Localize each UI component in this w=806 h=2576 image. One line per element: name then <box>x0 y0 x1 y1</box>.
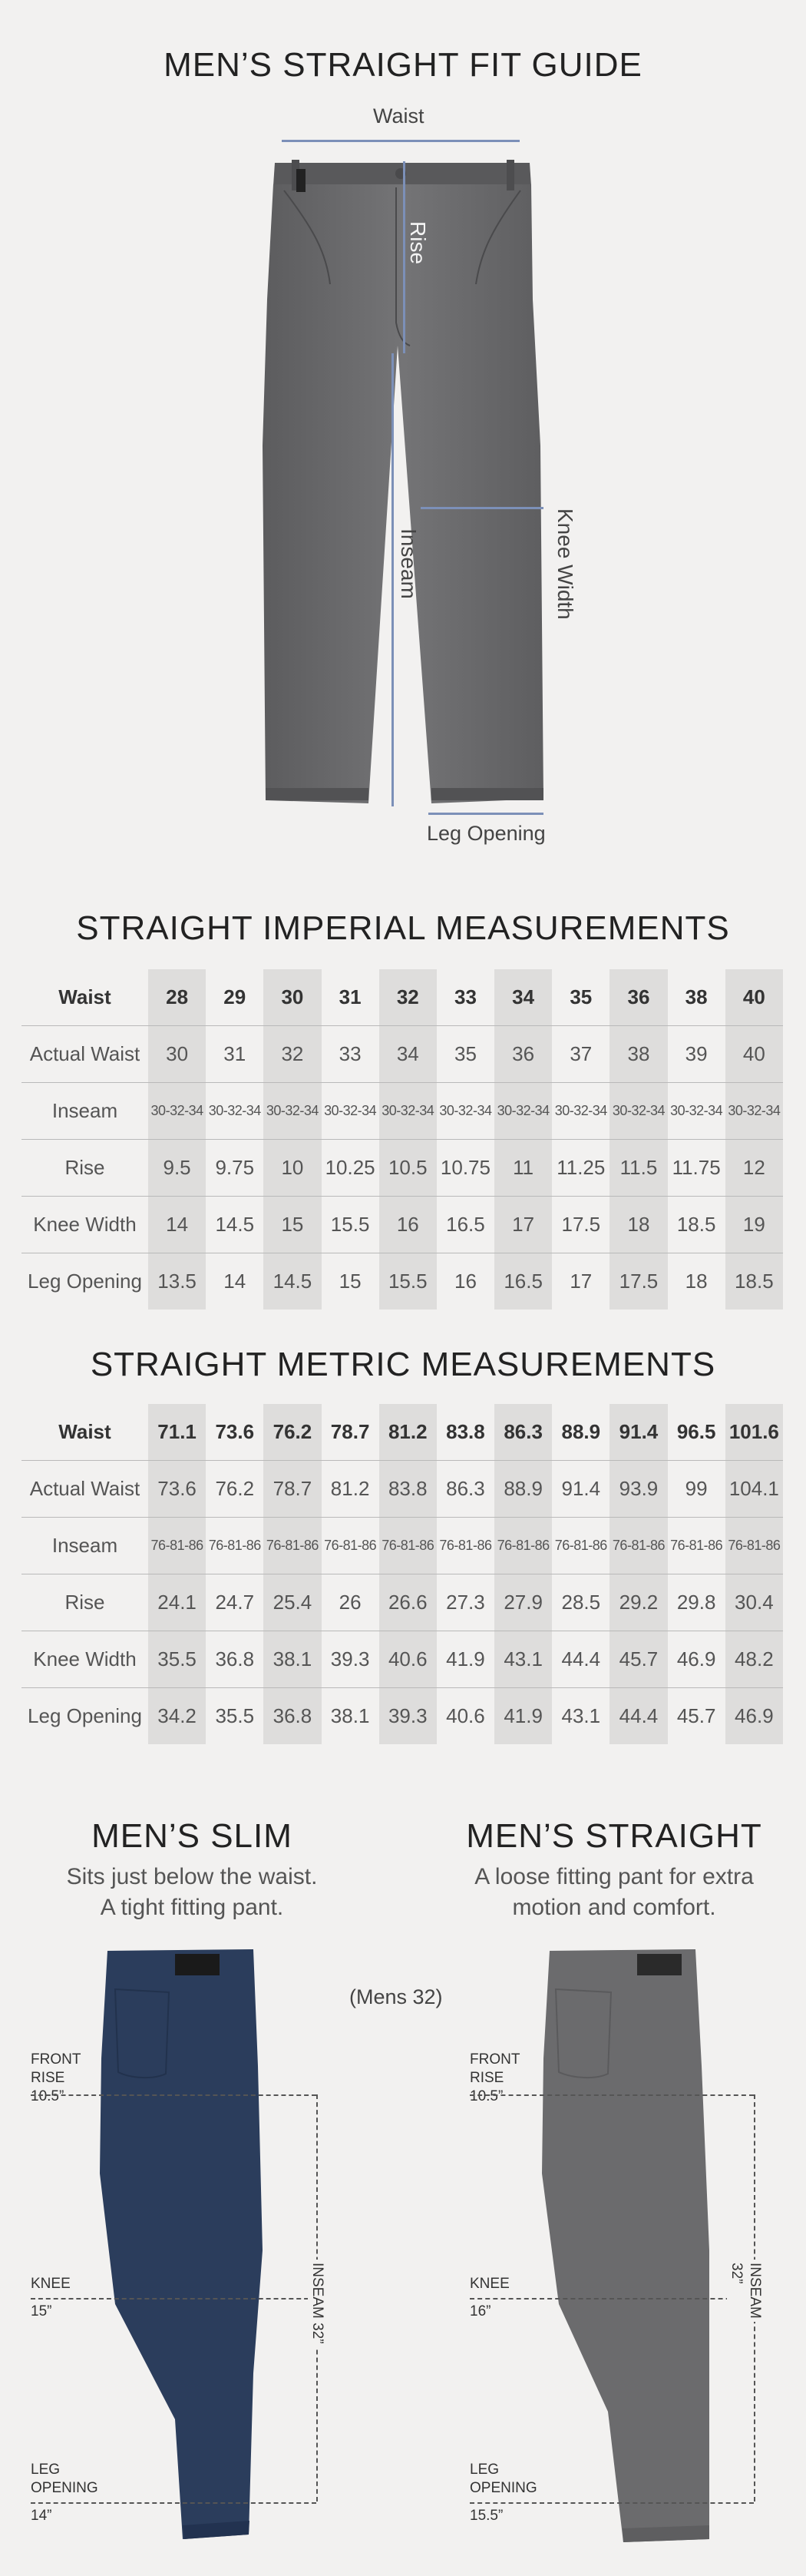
imperial-row <box>21 1026 783 1083</box>
imperial-cell: 30-32-34 <box>668 1083 725 1140</box>
metric-cell: 83.8 <box>379 1461 437 1518</box>
metric-cell: 24.7 <box>206 1574 263 1631</box>
straight-front-rise-line-2: RISE <box>470 2070 504 2086</box>
metric-row <box>21 1574 783 1631</box>
imperial-cell: 10.5 <box>379 1140 437 1197</box>
metric-row-label: Waist <box>21 1404 148 1461</box>
imperial-cell: 35 <box>552 969 609 1026</box>
imperial-cell: 35 <box>437 1026 494 1083</box>
slim-leg-line-2: OPENING <box>31 2480 98 2496</box>
slim-knee-value: 15” <box>31 2303 52 2319</box>
metric-cell: 46.9 <box>668 1631 725 1688</box>
slim-front-rise-label <box>31 2051 81 2106</box>
imperial-cell: 10 <box>263 1140 321 1197</box>
metric-cell: 45.7 <box>609 1631 667 1688</box>
knee-width-label: Knee Width <box>553 508 577 620</box>
imperial-cell: 30-32-34 <box>725 1083 783 1140</box>
metric-cell: 27.9 <box>494 1574 552 1631</box>
metric-cell: 88.9 <box>494 1461 552 1518</box>
slim-front-rise-line <box>31 2094 316 2096</box>
metric-cell: 35.5 <box>148 1631 206 1688</box>
metric-row <box>21 1518 783 1574</box>
imperial-cell: 11.5 <box>609 1140 667 1197</box>
metric-cell: 76-81-86 <box>725 1518 783 1574</box>
imperial-cell: 18.5 <box>668 1197 725 1253</box>
metric-cell: 99 <box>668 1461 725 1518</box>
metric-cell: 91.4 <box>609 1404 667 1461</box>
straight-pant-illustration-side <box>522 1943 737 2542</box>
metric-cell: 38.1 <box>330 1704 370 1727</box>
metric-cell: 76-81-86 <box>437 1518 494 1574</box>
rise-label: Rise <box>406 221 430 265</box>
imperial-cell: 34 <box>379 1026 437 1083</box>
straight-front-rise-line <box>470 2094 754 2096</box>
metric-cell: 36.8 <box>263 1688 321 1745</box>
imperial-cell: 36 <box>494 1026 552 1083</box>
imperial-cell: 14 <box>148 1197 206 1253</box>
slim-leg-opening-label <box>31 2461 98 2525</box>
slim-pant-illustration <box>84 1943 284 2542</box>
imperial-cell: 30-32-34 <box>494 1083 552 1140</box>
imperial-cell: 30-32-34 <box>379 1083 437 1140</box>
imperial-cell: 15.5 <box>379 1253 437 1310</box>
imperial-cell: 37 <box>552 1026 609 1083</box>
metric-cell: 40.6 <box>446 1704 485 1727</box>
imperial-cell: 10.75 <box>437 1140 494 1197</box>
imperial-cell: 12 <box>725 1140 783 1197</box>
straight-knee-text: KNEE <box>470 2276 510 2292</box>
imperial-cell: 30-32-34 <box>148 1083 206 1140</box>
metric-cell: 43.1 <box>561 1704 601 1727</box>
metric-cell: 43.1 <box>494 1631 552 1688</box>
metric-cell: 39.3 <box>322 1631 379 1688</box>
metric-cell: 41.9 <box>494 1688 552 1745</box>
straight-leg-line-2: OPENING <box>470 2480 537 2496</box>
imperial-cell: 11.25 <box>552 1140 609 1197</box>
metric-cell: 78.7 <box>322 1404 379 1461</box>
metric-measurements-table <box>21 1404 783 1744</box>
imperial-cell: 9.5 <box>148 1140 206 1197</box>
metric-row <box>21 1404 783 1461</box>
straight-knee-value: 16” <box>470 2303 491 2319</box>
fit-guide-title: MEN’S STRAIGHT FIT GUIDE <box>164 46 642 84</box>
imperial-cell: 30-32-34 <box>437 1083 494 1140</box>
imperial-cell: 36 <box>609 969 667 1026</box>
straight-leg-opening-label <box>470 2461 537 2525</box>
metric-cell: 35.5 <box>215 1704 255 1727</box>
imperial-cell: 34 <box>494 969 552 1026</box>
imperial-measurements-table <box>21 969 783 1310</box>
metric-title: STRAIGHT METRIC MEASUREMENTS <box>90 1346 716 1383</box>
imperial-cell: 15.5 <box>322 1197 379 1253</box>
metric-cell: 39.3 <box>379 1688 437 1745</box>
metric-cell: 76-81-86 <box>494 1518 552 1574</box>
metric-cell: 104.1 <box>725 1461 783 1518</box>
imperial-cell: 31 <box>206 1026 263 1083</box>
inseam-measure-line <box>391 353 394 806</box>
metric-cell: 34.2 <box>148 1688 206 1745</box>
imperial-cell: 17.5 <box>609 1253 667 1310</box>
imperial-cell: 14.5 <box>263 1253 321 1310</box>
imperial-cell: 30-32-34 <box>609 1083 667 1140</box>
imperial-cell: 38 <box>668 969 725 1026</box>
knee-width-measure-line <box>421 507 543 509</box>
imperial-cell: 32 <box>263 1026 321 1083</box>
metric-cell: 30.4 <box>725 1574 783 1631</box>
metric-cell: 78.7 <box>263 1461 321 1518</box>
imperial-cell: 33 <box>322 1026 379 1083</box>
metric-cell: 91.4 <box>552 1461 609 1518</box>
imperial-cell: 19 <box>725 1197 783 1253</box>
inseam-label: Inseam <box>397 528 421 599</box>
leg-opening-label: Leg Opening <box>427 822 546 845</box>
metric-row <box>21 1688 783 1745</box>
imperial-title: STRAIGHT IMPERIAL MEASUREMENTS <box>76 909 730 947</box>
metric-cell: 86.3 <box>437 1461 494 1518</box>
straight-title: MEN’S STRAIGHT <box>466 1817 762 1855</box>
imperial-cell: 16 <box>454 1270 477 1293</box>
metric-cell: 27.3 <box>437 1574 494 1631</box>
imperial-cell: 17.5 <box>552 1197 609 1253</box>
metric-row <box>21 1461 783 1518</box>
metric-cell: 25.4 <box>263 1574 321 1631</box>
metric-cell: 44.4 <box>609 1688 667 1745</box>
metric-cell: 76-81-86 <box>263 1518 321 1574</box>
metric-cell: 81.2 <box>379 1404 437 1461</box>
metric-cell: 26.6 <box>379 1574 437 1631</box>
imperial-cell: 40 <box>725 969 783 1026</box>
imperial-cell: 38 <box>609 1026 667 1083</box>
metric-cell: 71.1 <box>148 1404 206 1461</box>
imperial-cell: 14 <box>223 1270 246 1293</box>
straight-front-rise-line-1: FRONT <box>470 2051 520 2068</box>
metric-cell: 83.8 <box>437 1404 494 1461</box>
metric-cell: 76-81-86 <box>206 1518 263 1574</box>
imperial-row-label: Inseam <box>21 1083 148 1140</box>
slim-leg-value: 14” <box>31 2508 52 2524</box>
metric-cell: 81.2 <box>322 1461 379 1518</box>
metric-cell: 76-81-86 <box>148 1518 206 1574</box>
metric-row-label: Knee Width <box>21 1631 148 1688</box>
imperial-cell: 39 <box>668 1026 725 1083</box>
imperial-cell: 30-32-34 <box>206 1083 263 1140</box>
slim-title: MEN’S SLIM <box>91 1817 292 1855</box>
slim-description <box>31 1862 353 1923</box>
straight-description <box>453 1862 775 1923</box>
waist-label: Waist <box>373 104 424 127</box>
size-note: (Mens 32) <box>349 1985 443 2008</box>
metric-row-label: Actual Waist <box>21 1461 148 1518</box>
metric-cell: 29.8 <box>668 1574 725 1631</box>
imperial-cell: 29 <box>206 969 263 1026</box>
imperial-cell: 15 <box>263 1197 321 1253</box>
metric-cell: 86.3 <box>494 1404 552 1461</box>
imperial-cell: 30-32-34 <box>263 1083 321 1140</box>
imperial-cell: 30-32-34 <box>552 1083 609 1140</box>
straight-description-line-1: A loose fitting pant for extra <box>474 1864 754 1889</box>
metric-cell: 28.5 <box>552 1574 609 1631</box>
imperial-cell: 15 <box>339 1270 362 1293</box>
imperial-cell: 17 <box>570 1270 593 1293</box>
metric-cell: 45.7 <box>676 1704 716 1727</box>
metric-cell: 96.5 <box>668 1404 725 1461</box>
metric-cell: 73.6 <box>206 1404 263 1461</box>
imperial-cell: 40 <box>725 1026 783 1083</box>
leg-opening-measure-line <box>428 813 543 815</box>
metric-cell: 76-81-86 <box>379 1518 437 1574</box>
imperial-row <box>21 1253 783 1310</box>
slim-description-line-1: Sits just below the waist. <box>66 1864 318 1889</box>
metric-cell: 24.1 <box>148 1574 206 1631</box>
imperial-cell: 33 <box>437 969 494 1026</box>
straight-leg-opening-line <box>470 2502 754 2504</box>
metric-row-label: Leg Opening <box>28 1704 142 1727</box>
imperial-cell: 17 <box>494 1197 552 1253</box>
imperial-cell: 30 <box>263 969 321 1026</box>
straight-front-rise-label <box>470 2051 520 2106</box>
straight-description-line-2: motion and comfort. <box>512 1895 716 1920</box>
straight-knee-line <box>470 2298 754 2300</box>
metric-row <box>21 1631 783 1688</box>
imperial-row-label: Rise <box>21 1140 148 1197</box>
imperial-cell: 16.5 <box>494 1253 552 1310</box>
metric-row-label: Rise <box>21 1574 148 1631</box>
imperial-row-label: Knee Width <box>21 1197 148 1253</box>
imperial-row <box>21 969 783 1026</box>
metric-row-label: Inseam <box>21 1518 148 1574</box>
slim-knee-text: KNEE <box>31 2276 71 2292</box>
metric-cell: 76.2 <box>263 1404 321 1461</box>
slim-leg-opening-line <box>31 2502 316 2504</box>
metric-cell: 73.6 <box>148 1461 206 1518</box>
metric-cell: 36.8 <box>206 1631 263 1688</box>
straight-leg-line-1: LEG <box>470 2462 500 2478</box>
imperial-cell: 16 <box>379 1197 437 1253</box>
imperial-cell: 18.5 <box>725 1253 783 1310</box>
imperial-row-label: Leg Opening <box>28 1270 142 1293</box>
metric-cell: 26 <box>322 1574 379 1631</box>
imperial-cell: 16.5 <box>437 1197 494 1253</box>
imperial-cell: 18 <box>685 1270 708 1293</box>
metric-cell: 76.2 <box>206 1461 263 1518</box>
metric-cell: 76-81-86 <box>322 1518 379 1574</box>
metric-cell: 48.2 <box>725 1631 783 1688</box>
imperial-row <box>21 1197 783 1253</box>
metric-cell: 76-81-86 <box>552 1518 609 1574</box>
slim-description-line-2: A tight fitting pant. <box>100 1895 284 1920</box>
slim-leg-line-1: LEG <box>31 2462 61 2478</box>
imperial-cell: 13.5 <box>148 1253 206 1310</box>
imperial-row-label: Actual Waist <box>21 1026 148 1083</box>
straight-front-rise-value: 10.5” <box>470 2088 504 2104</box>
slim-front-rise-line-1: FRONT <box>31 2051 81 2068</box>
imperial-cell: 32 <box>379 969 437 1026</box>
imperial-cell: 30 <box>148 1026 206 1083</box>
imperial-cell: 18 <box>609 1197 667 1253</box>
imperial-row <box>21 1140 783 1197</box>
metric-cell: 93.9 <box>609 1461 667 1518</box>
straight-leg-value: 15.5” <box>470 2508 504 2524</box>
imperial-cell: 10.25 <box>322 1140 379 1197</box>
metric-cell: 46.9 <box>725 1688 783 1745</box>
slim-front-rise-value: 10.5” <box>31 2088 64 2104</box>
imperial-cell: 30-32-34 <box>322 1083 379 1140</box>
imperial-cell: 11 <box>494 1140 552 1197</box>
imperial-cell: 9.75 <box>206 1140 263 1197</box>
metric-cell: 29.2 <box>609 1574 667 1631</box>
metric-cell: 88.9 <box>552 1404 609 1461</box>
slim-knee-line <box>31 2298 316 2300</box>
imperial-cell: 31 <box>322 969 379 1026</box>
metric-cell: 76-81-86 <box>668 1518 725 1574</box>
straight-inseam-label: INSEAM 32” <box>727 2260 764 2322</box>
slim-inseam-label: INSEAM 32” <box>308 2260 326 2347</box>
imperial-cell: 14.5 <box>206 1197 263 1253</box>
slim-front-rise-line-2: RISE <box>31 2070 65 2086</box>
imperial-cell: 11.75 <box>668 1140 725 1197</box>
metric-cell: 44.4 <box>552 1631 609 1688</box>
metric-cell: 38.1 <box>263 1631 321 1688</box>
metric-cell: 40.6 <box>379 1631 437 1688</box>
metric-cell: 101.6 <box>725 1404 783 1461</box>
imperial-cell: 28 <box>148 969 206 1026</box>
imperial-row <box>21 1083 783 1140</box>
metric-cell: 41.9 <box>437 1631 494 1688</box>
metric-cell: 76-81-86 <box>609 1518 667 1574</box>
imperial-row-label: Waist <box>21 969 148 1026</box>
